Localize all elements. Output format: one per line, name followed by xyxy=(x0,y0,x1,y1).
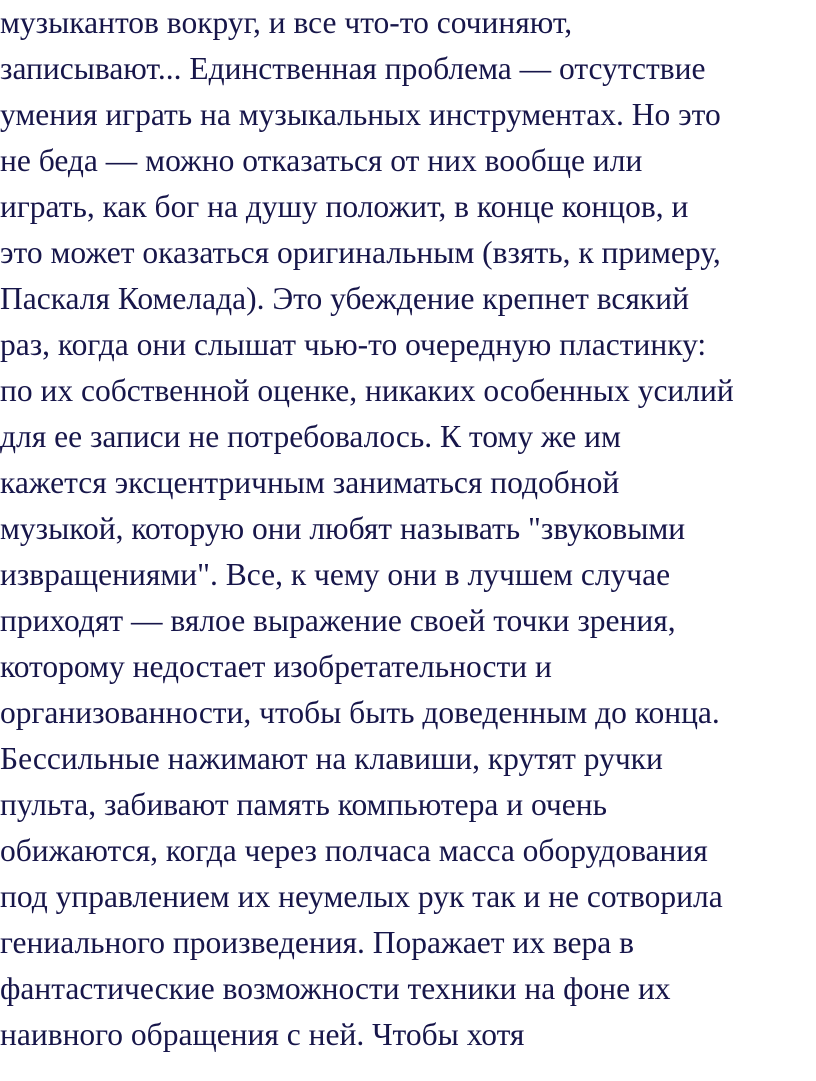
text-line: по их собственной оценке, никаких особенных усилий xyxy=(0,373,734,408)
text-line: раз, когда они слышат чью-то очередную пластинку: xyxy=(0,327,707,362)
text-line: играть, как бог на душу положит, в конце концов, и xyxy=(0,189,689,224)
text-line: наивного обращения с ней. Чтобы хотя xyxy=(0,1017,525,1052)
text-line: пульта, забивают память компьютера и очень xyxy=(0,787,607,822)
text-line: Бессильные нажимают на клавиши, крутят ручки xyxy=(0,741,663,776)
text-line: гениального произведения. Поражает их вера в xyxy=(0,925,635,960)
text-line: под управлением их неумелых рук так и не сотворила xyxy=(0,879,723,914)
text-line: фантастические возможности техники на фоне их xyxy=(0,971,671,1006)
text-line: музыкой, которую они любят называть "звуковыми xyxy=(0,511,686,546)
text-line: кажется эксцентричным заниматься подобной xyxy=(0,465,620,500)
text-line: обижаются, когда через полчаса масса оборудования xyxy=(0,833,708,868)
text-line: которому недостает изобретательности и xyxy=(0,649,552,684)
text-line: приходят — вялое выражение своей точки зрения, xyxy=(0,603,676,638)
text-line: организованности, чтобы быть доведенным до конца. xyxy=(0,695,720,730)
text-line: для ее записи не потребовалось. К тому же им xyxy=(0,419,621,454)
text-line: умения играть на музыкальных инструментах. Но это xyxy=(0,97,721,132)
text-line: извращениями". Все, к чему они в лучшем случае xyxy=(0,557,671,592)
text-line: это может оказаться оригинальным (взять, к примеру, xyxy=(0,235,721,270)
text-line: не беда — можно отказаться от них вообще или xyxy=(0,143,643,178)
text-line: Паскаля Комелада). Это убеждение крепнет всякий xyxy=(0,281,689,316)
text-line: музыкантов вокруг, и все что-то сочиняют, xyxy=(0,5,573,40)
text-line: записывают... Единственная проблема — отсутствие xyxy=(0,51,706,86)
